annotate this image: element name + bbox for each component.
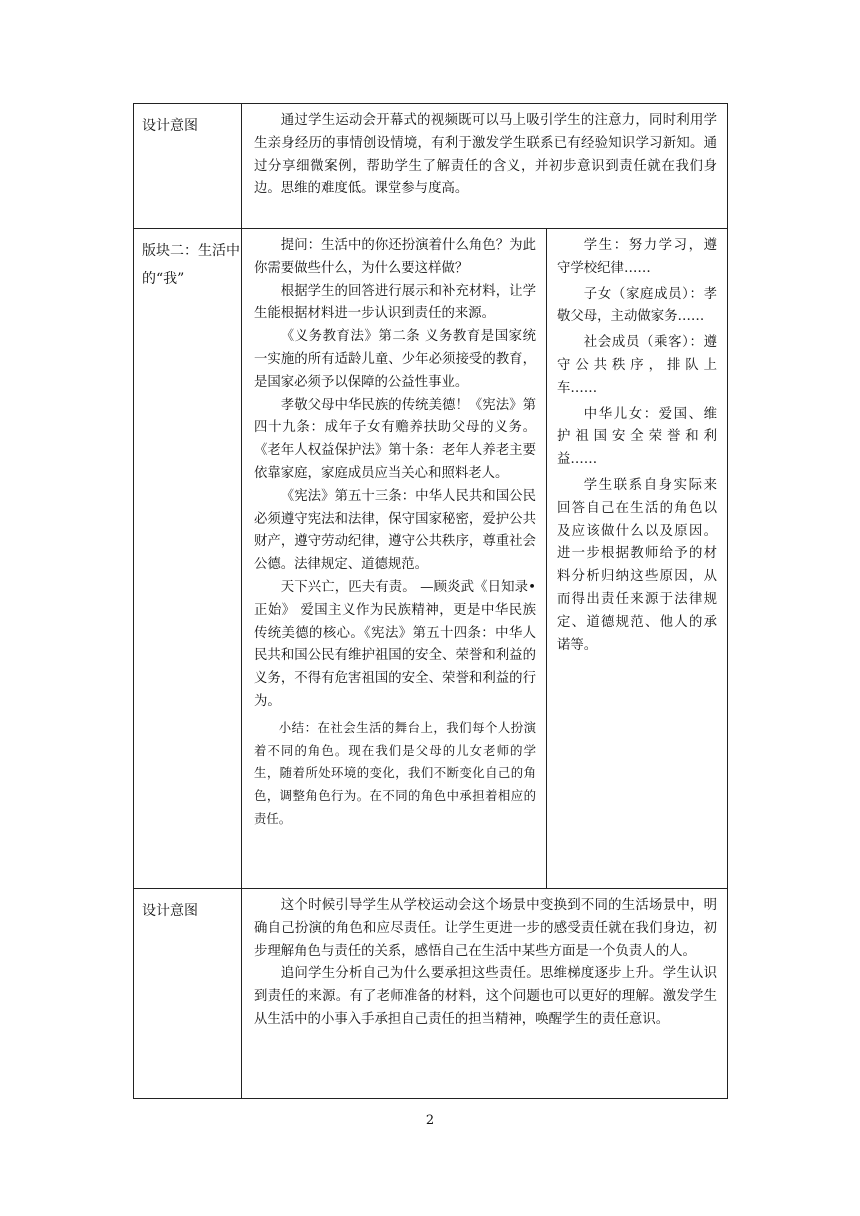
- paragraph: 孝敬父母中华民族的传统美德！《宪法》第四十九条：成年子女有赡养扶助父母的义务。《老年人权益保护法》第十条：老年人养老主要依靠家庭，家庭成员应当关心和照料老人。: [254, 397, 536, 481]
- paragraph: 子女（家庭成员）：孝敬父母，主动做家务……: [557, 286, 717, 325]
- paragraph: 通过学生运动会开幕式的视频既可以马上吸引学生的注意力，同时利用学生亲身经历的事情创设情境，有利于激发学生联系已有经验知识学习新知。通过分享细微案例，帮助学生了解责任的含义，并初步意识到责任就在我们身边。思维的难度低。课堂参与度高。: [254, 113, 717, 197]
- paragraph: 中华儿女：爱国、维护祖国安全荣誉和利益……: [557, 406, 717, 468]
- design-intent-row-2: [134, 889, 728, 1099]
- lesson-plan-table: [133, 103, 728, 1099]
- paragraph: 学生：努力学习，遵守学校纪律……: [557, 238, 717, 276]
- summary-paragraph: 小结：在社会生活的舞台上，我们每个人扮演着不同的角色。现在我们是父母的儿女老师的学生，随着所处环境的变化，我们不断变化自己的角色，调整角色行为。在不同的角色中承担着相应的责任。: [254, 719, 536, 826]
- row-label: 版块二：生活中的“我”: [134, 229, 242, 889]
- row-label: 设计意图: [134, 104, 242, 229]
- paragraph: 社会成员（乘客）：遵守公共秩序，排队上车……: [557, 335, 717, 396]
- paragraph: 根据学生的回答进行展示和补充材料，让学生能根据材料进一步认识到责任的来源。: [254, 283, 536, 322]
- paragraph: 《宪法》第五十三条：中华人民共和国公民必须遵守宪法和法律，保守国家秘密，爱护公共财产，遵守劳动纪律，遵守公共秩序，尊重社会公德。法律规定、道德规范。: [254, 488, 536, 573]
- paragraph: 学生联系自身实际来回答自己在生活的角色以及应该做什么以及原因。进一步根据教师给予的材料分析归纳这些原因，从而得出责任来源于法律规定、道德规范、他人的承诺等。: [557, 477, 717, 653]
- module-two-row: [134, 229, 728, 889]
- row-label: 设计意图: [134, 889, 242, 1099]
- design-intent-text: [242, 104, 728, 229]
- paragraph: 这个时候引导学生从学校运动会这个场景中变换到不同的生活场景中，明确自己扮演的角色和应尽责任。让学生更进一步的感受责任就在我们身边，初步理解角色与责任的关系，感悟自己在生活中某些方面是一个负责人的人。: [254, 898, 717, 959]
- paragraph: 天下兴亡，匹夫有责。 —顾炎武《日知录•正始》 爱国主义作为民族精神，更是中华民族传统美德的核心。《宪法》第五十四条：中华人民共和国公民有维护祖国的安全、荣誉和利益的义务，不得有危害祖国的安全、荣誉和利益的行为。: [254, 579, 536, 709]
- teacher-activity-cell: [242, 229, 547, 889]
- paragraph: 追问学生分析自己为什么要承担这些责任。思维梯度逐步上升。学生认识到责任的来源。有了老师准备的材料，这个问题也可以更好的理解。激发学生从生活中的小事入手承担自己责任的担当精神，唤醒学生的责任意识。: [254, 966, 717, 1027]
- paragraph: 《义务教育法》第二条 义务教育是国家统一实施的所有适龄儿童、少年必须接受的教育，是国家必须予以保障的公益性事业。: [254, 329, 536, 390]
- design-intent-row-1: [134, 104, 728, 229]
- paragraph: 提问：生活中的你还扮演着什么角色？为此你需要做些什么，为什么要这样做？: [254, 238, 536, 276]
- page-number: 2: [425, 1113, 435, 1128]
- design-intent-text: [242, 889, 728, 1099]
- student-activity-cell: [547, 229, 728, 889]
